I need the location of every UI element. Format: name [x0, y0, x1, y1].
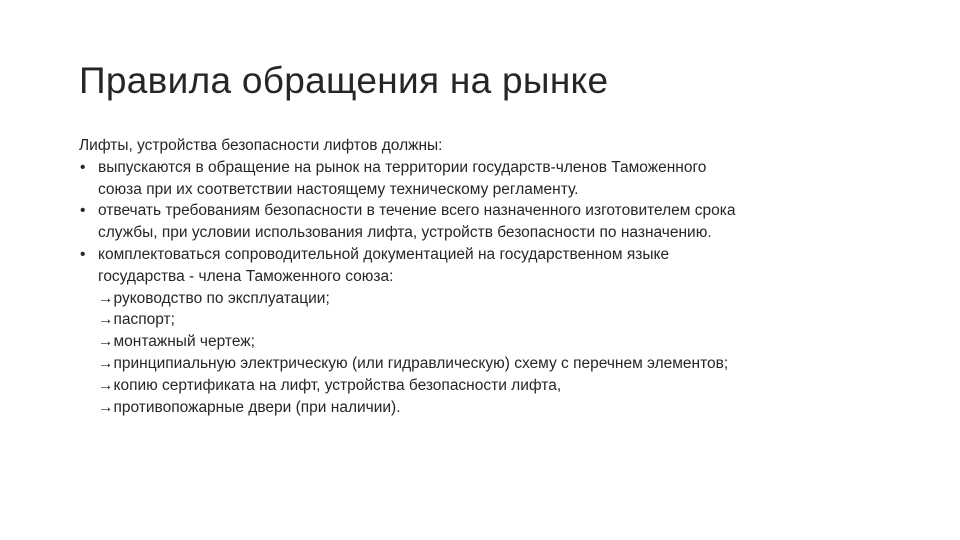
sub-list-text: принципиальную электрическую (или гидравлическую) схему с перечнем элементов; — [113, 354, 729, 372]
sub-list-item — [79, 309, 879, 331]
bullet-text: выпускаются в обращение на рынок на территории государств-членов Таможенного — [98, 158, 707, 176]
bullet-text: комплектоваться сопроводительной документацией на государственном языке — [98, 245, 670, 263]
bullet-item — [79, 244, 879, 266]
sub-list-text: противопожарные двери (при наличии). — [113, 398, 401, 416]
bullet-item — [79, 200, 879, 222]
arrow-right-icon: → — [98, 376, 114, 394]
sub-list-item — [79, 397, 879, 419]
sub-list-item — [79, 288, 879, 310]
bullet-icon: • — [80, 245, 86, 263]
bullet-text-continuation: союза при их соответствии настоящему техническому регламенту. — [98, 180, 579, 198]
intro-text: Лифты, устройства безопасности лифтов должны: — [79, 137, 443, 154]
bullet-icon: • — [80, 202, 86, 220]
arrow-right-icon: → — [98, 311, 114, 329]
bullet-item — [79, 157, 879, 179]
bullet-icon: • — [80, 158, 86, 176]
sub-list-text: руководство по эксплуатации; — [113, 289, 330, 307]
arrow-right-icon: → — [98, 289, 114, 307]
bullet-text-continuation: службы, при условии использования лифта, устройств безопасности по назначению. — [98, 224, 712, 242]
bullet-text: отвечать требованиям безопасности в течение всего назначенного изготовителем срока — [98, 202, 736, 220]
arrow-right-icon: → — [98, 398, 114, 416]
sub-list-text: монтажный чертеж; — [113, 333, 255, 351]
sub-list-text: копию сертификата на лифт, устройства безопасности лифта, — [113, 376, 562, 394]
sub-list-item — [79, 331, 879, 353]
bullet-text-continuation: государства - члена Таможенного союза: — [98, 267, 394, 285]
slide-body — [79, 135, 879, 418]
sub-list-item — [79, 353, 879, 375]
arrow-right-icon: → — [98, 333, 114, 351]
sub-list-item — [79, 375, 879, 397]
arrow-right-icon: → — [98, 354, 114, 372]
sub-list-text: паспорт; — [113, 311, 175, 329]
slide-title: Правила обращения на рынке — [79, 60, 609, 101]
